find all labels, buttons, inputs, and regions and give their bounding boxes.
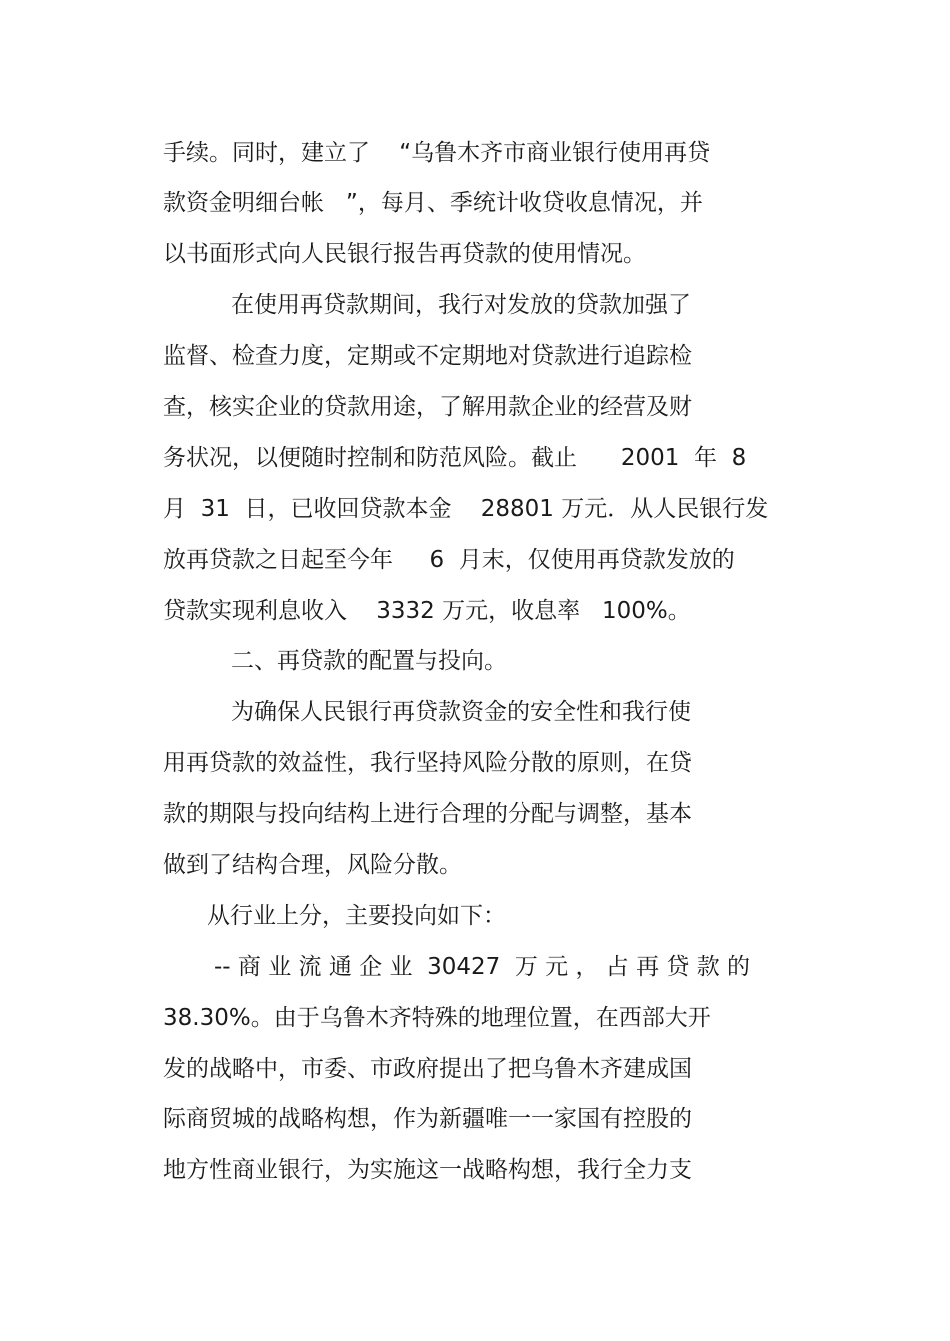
text-line: 放再贷款之日起至今年 6 月末，仅使用再贷款发放的 [163, 547, 735, 573]
text-line: 以书面形式向人民银行报告再贷款的使用情况。 [163, 241, 646, 267]
text-line: 手续。同时，建立了 “乌鲁木齐市商业银行使用再贷 [163, 140, 711, 166]
text-line: 款资金明细台帐 ”，每月、季统计收贷收息情况，并 [163, 190, 703, 216]
text-line: 款的期限与投向结构上进行合理的分配与调整，基本 [163, 801, 692, 827]
text-line: 38.30%。由于乌鲁木齐特殊的地理位置，在西部大开 [163, 1005, 711, 1031]
text-line: 际商贸城的战略构想，作为新疆唯一一家国有控股的 [163, 1106, 692, 1132]
text-line: 监督、检查力度，定期或不定期地对贷款进行追踪检 [163, 343, 692, 369]
list-item: -- 商 业 流 通 企 业 30427 万 元 ， 占 再 贷 款 的 [214, 954, 751, 980]
text-line: 发的战略中，市委、市政府提出了把乌鲁木齐建成国 [163, 1056, 692, 1082]
text-line: 务状况，以便随时控制和防范风险。截止 2001 年 8 [163, 445, 747, 471]
text-line: 查，核实企业的贷款用途，了解用款企业的经营及财 [163, 394, 692, 420]
text-line: 月 31 日，已收回贷款本金 28801 万元．从人民银行发 [163, 496, 769, 522]
text-line: 为确保人民银行再贷款资金的安全性和我行使 [231, 699, 691, 725]
text-line: 地方性商业银行，为实施这一战略构想，我行全力支 [163, 1157, 692, 1183]
text-line: 在使用再贷款期间，我行对发放的贷款加强了 [231, 292, 691, 318]
text-line: 用再贷款的效益性，我行坚持风险分散的原则，在贷 [163, 750, 692, 776]
text-line: 从行业上分，主要投向如下： [207, 903, 506, 929]
text-line: 贷款实现利息收入 3332 万元，收息率 100%。 [163, 598, 691, 624]
section-heading: 二、再贷款的配置与投向。 [231, 648, 507, 674]
text-line: 做到了结构合理，风险分散。 [163, 852, 462, 878]
